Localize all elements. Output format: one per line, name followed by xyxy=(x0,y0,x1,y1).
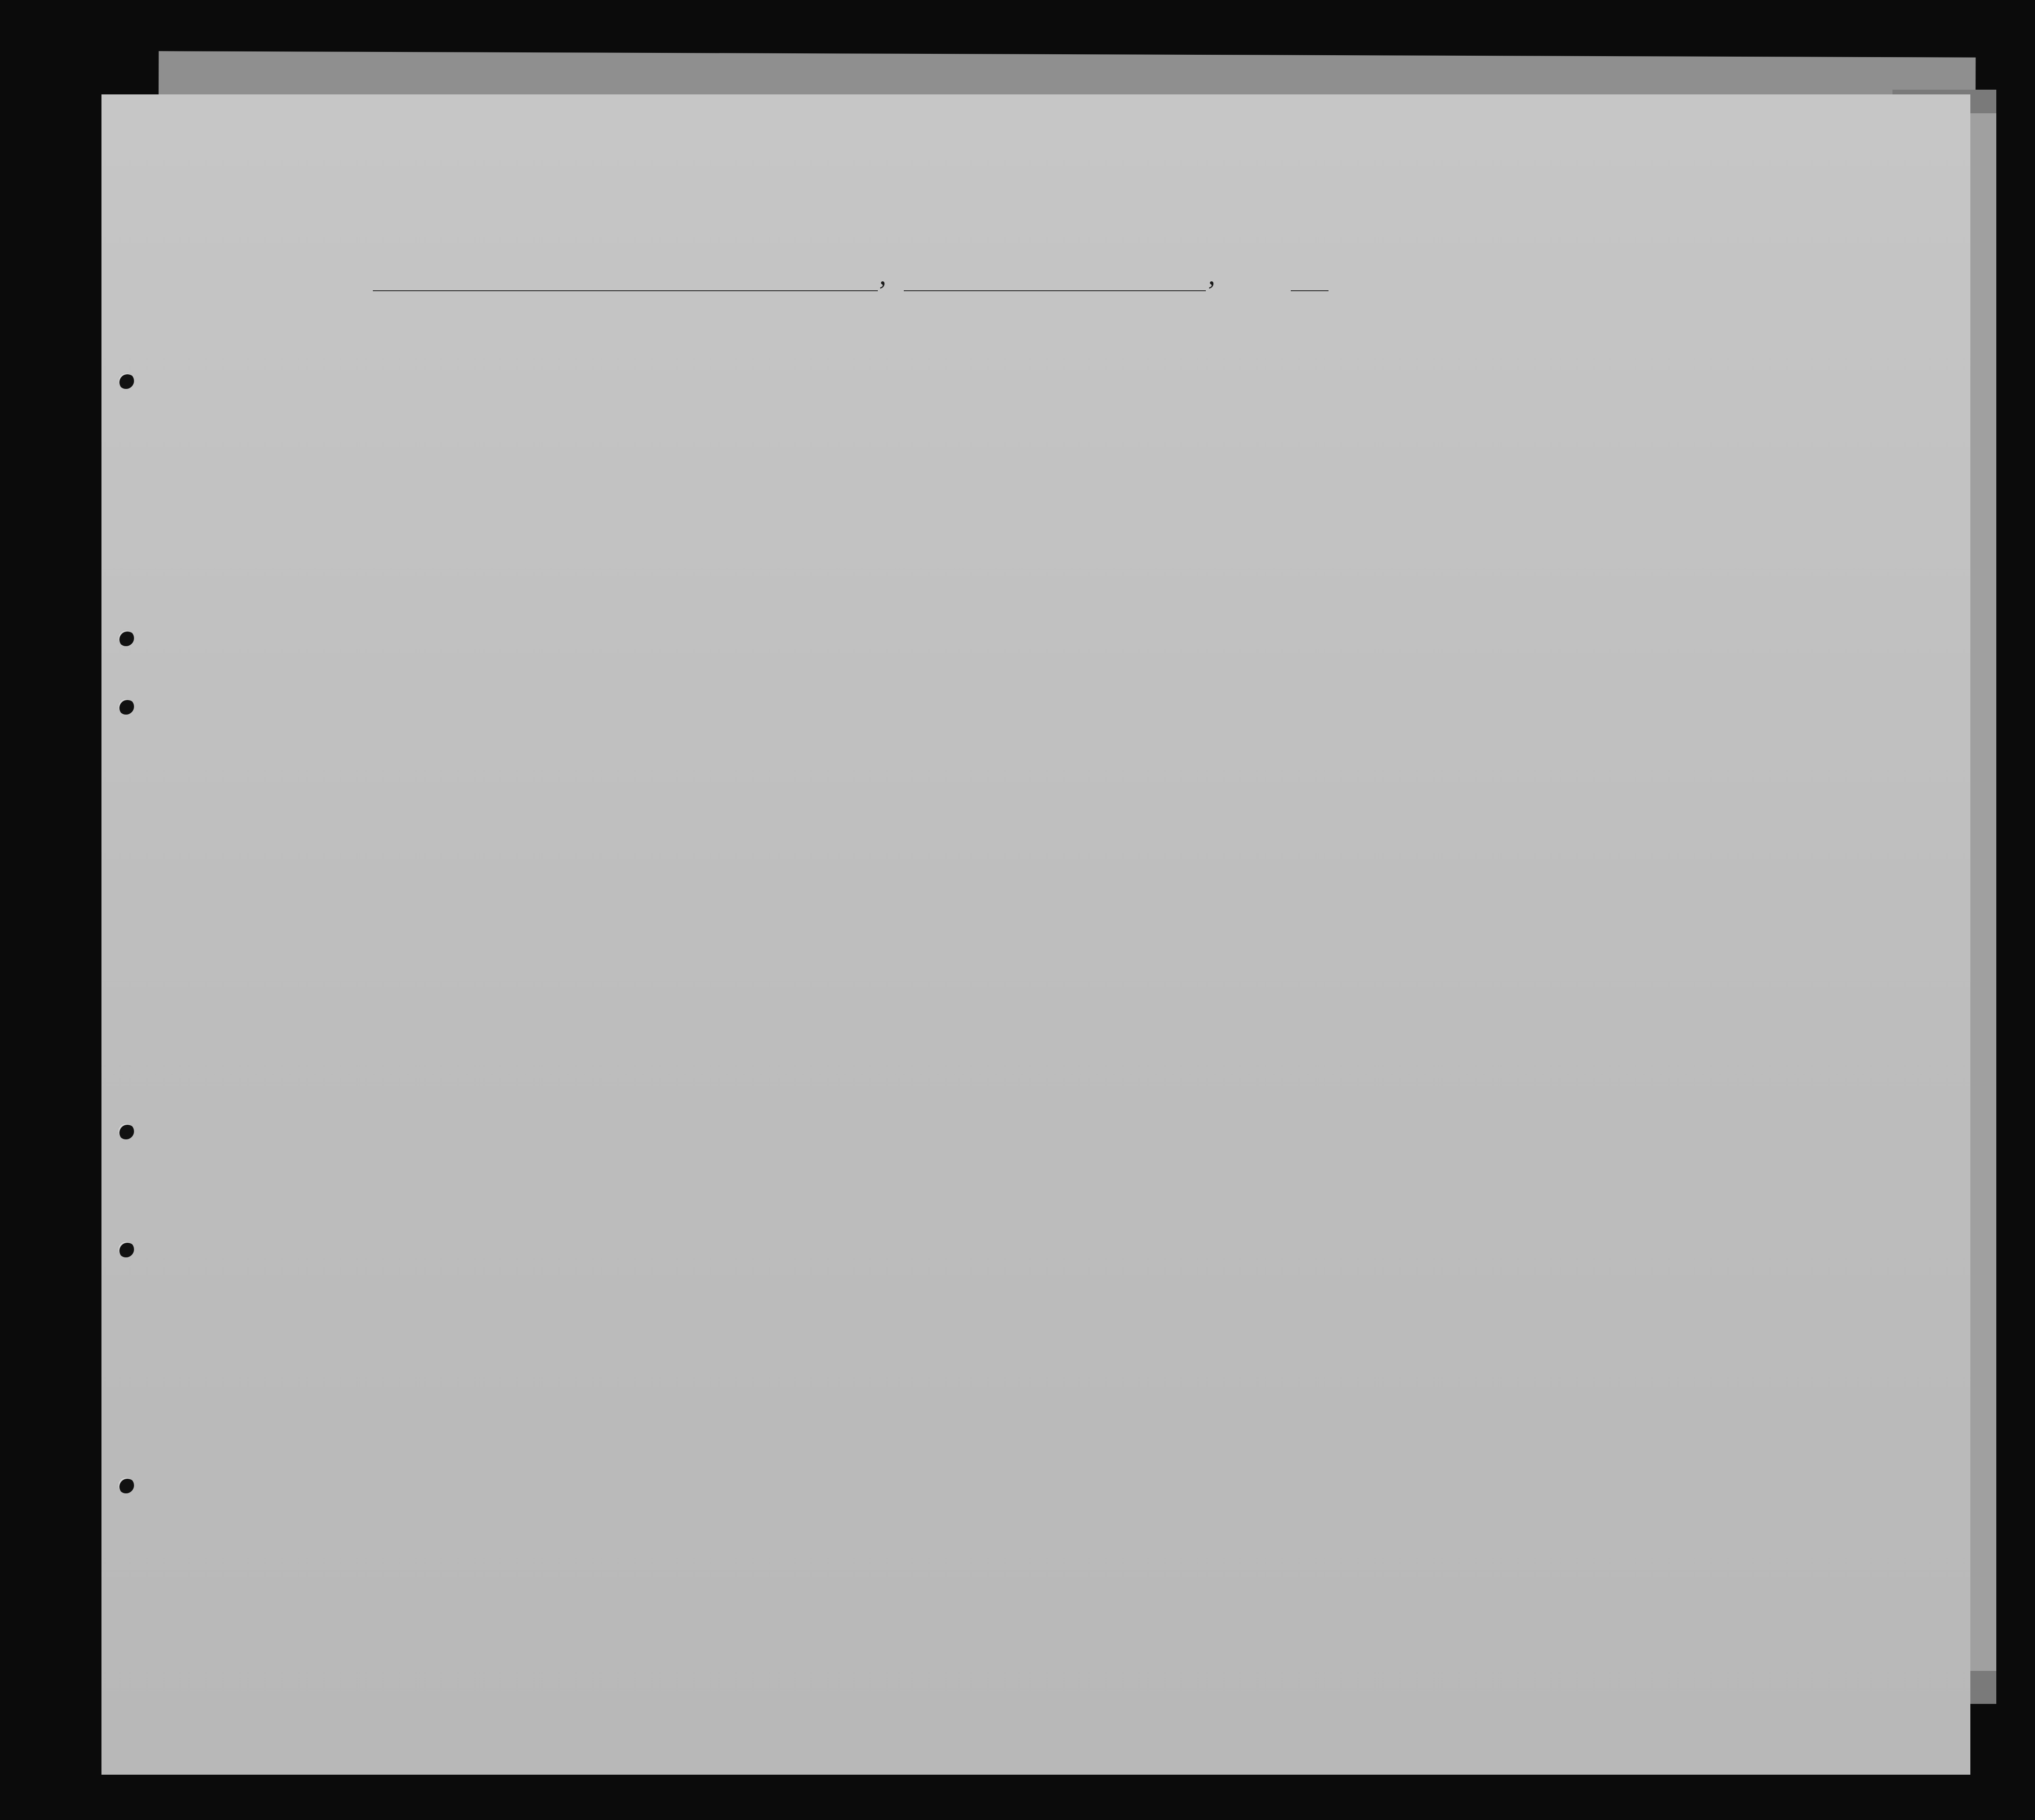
comma: , xyxy=(1208,259,1215,290)
binding-hole xyxy=(118,1123,134,1139)
manifest-sheet xyxy=(101,94,1970,1775)
binding-hole xyxy=(118,373,134,389)
binding-hole xyxy=(118,699,134,715)
table-grid xyxy=(101,94,1970,1775)
binding-hole xyxy=(118,1241,134,1257)
comma: , xyxy=(879,259,886,290)
binding-hole xyxy=(118,630,134,646)
binding-hole xyxy=(118,1477,134,1493)
